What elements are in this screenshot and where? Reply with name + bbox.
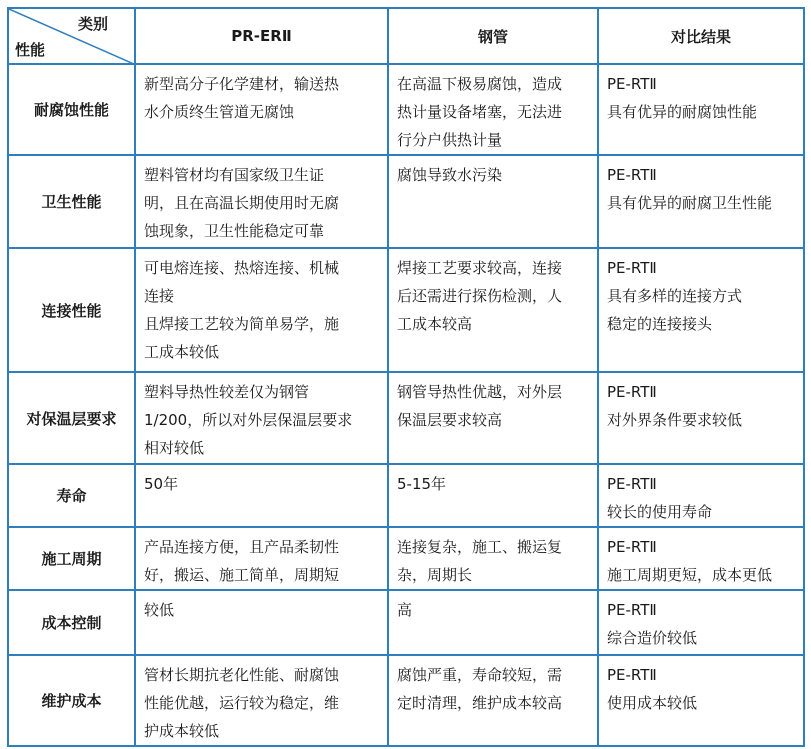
cell-line: 相对较低	[144, 439, 205, 457]
cell-line: 工成本较高	[397, 315, 473, 333]
cell-col1	[135, 655, 388, 746]
table-row	[8, 464, 804, 527]
row-label: 成本控制	[8, 590, 135, 655]
row-label: 寿命	[8, 464, 135, 527]
cell-line: 杂，周期长	[397, 566, 473, 584]
cell-col3	[598, 527, 804, 590]
cell-col1	[135, 464, 388, 527]
cell-col3	[598, 464, 804, 527]
cell-line: 在高温下极易腐蚀，造成	[397, 75, 563, 93]
cell-line: 连接复杂，施工、搬运复	[397, 538, 563, 556]
cell-col3	[598, 248, 804, 372]
cell-line: 腐蚀导致水污染	[397, 166, 503, 184]
cell-line: 行分户供热计量	[397, 131, 503, 149]
cell-line: 较低	[144, 601, 175, 619]
table-row	[8, 64, 804, 155]
cell-line: 具有优异的耐腐卫生性能	[607, 194, 773, 212]
cell-line: 保温层要求较高	[397, 411, 503, 429]
cell-col1	[135, 64, 388, 155]
cell-line: 具有优异的耐腐蚀性能	[607, 103, 758, 121]
cell-line: 后还需进行探伤检测，人	[397, 287, 563, 305]
cell-line: 钢管导热性优越，对外层	[397, 383, 563, 401]
cell-col2	[388, 64, 598, 155]
cell-line: PE-RTⅡ	[607, 538, 657, 556]
header-col-result: 对比结果	[598, 8, 804, 64]
cell-line: PE-RTⅡ	[607, 75, 657, 93]
cell-col2	[388, 655, 598, 746]
cell-line: 塑料管材均有国家级卫生证	[144, 166, 325, 184]
cell-line: PE-RTⅡ	[607, 383, 657, 401]
cell-line: 施工周期更短，成本更低	[607, 566, 773, 584]
cell-line: 可电熔连接、热熔连接、机械	[144, 259, 340, 277]
cell-line: 热计量设备堵塞，无法进	[397, 103, 563, 121]
cell-col3	[598, 64, 804, 155]
cell-col1	[135, 248, 388, 372]
table-row	[8, 248, 804, 372]
corner-label-performance: 性能	[15, 41, 46, 59]
cell-line: PE-RTⅡ	[607, 166, 657, 184]
cell-line: 好，搬运、施工简单，周期短	[144, 566, 340, 584]
table-row	[8, 655, 804, 746]
cell-line: 综合造价较低	[607, 629, 698, 647]
row-label: 对保温层要求	[8, 372, 135, 464]
cell-line: 具有多样的连接方式	[607, 287, 743, 305]
table-row	[8, 590, 804, 655]
header-col-steel: 钢管	[388, 8, 598, 64]
corner-cell	[8, 8, 135, 64]
cell-line: 产品连接方便，且产品柔韧性	[144, 538, 340, 556]
cell-line: 蚀现象，卫生性能稳定可靠	[144, 222, 325, 240]
cell-line: PE-RTⅡ	[607, 666, 657, 684]
cell-col3	[598, 372, 804, 464]
cell-line: 对外界条件要求较低	[607, 411, 743, 429]
cell-line: 性能优越，运行较为稳定，维	[144, 694, 340, 712]
corner-label-category: 类别	[77, 15, 108, 33]
cell-col2	[388, 464, 598, 527]
cell-line: 且焊接工艺较为简单易学，施	[144, 315, 340, 333]
cell-line: 水介质终生管道无腐蚀	[144, 103, 295, 121]
cell-col3	[598, 655, 804, 746]
cell-line: 稳定的连接接头	[607, 315, 713, 333]
row-label: 施工周期	[8, 527, 135, 590]
cell-line: 50年	[144, 475, 179, 493]
cell-line: 塑料导热性较差仅为钢管	[144, 383, 310, 401]
row-label: 耐腐蚀性能	[8, 64, 135, 155]
cell-line: 腐蚀严重，寿命较短，需	[397, 666, 563, 684]
cell-line: PE-RTⅡ	[607, 475, 657, 493]
cell-line: 焊接工艺要求较高，连接	[397, 259, 563, 277]
cell-col2	[388, 590, 598, 655]
cell-col1	[135, 590, 388, 655]
comparison-table	[7, 7, 805, 747]
cell-line: 连接	[144, 287, 175, 305]
cell-col2	[388, 248, 598, 372]
cell-line: 5-15年	[397, 475, 447, 493]
cell-line: 高	[397, 601, 413, 619]
table-row	[8, 527, 804, 590]
cell-line: 使用成本较低	[607, 694, 698, 712]
cell-col2	[388, 372, 598, 464]
row-label: 卫生性能	[8, 155, 135, 248]
cell-line: 较长的使用寿命	[607, 503, 713, 521]
cell-col2	[388, 155, 598, 248]
cell-line: 护成本较低	[144, 722, 220, 740]
cell-line: 管材长期抗老化性能、耐腐蚀	[144, 666, 340, 684]
header-col-pert: PR-ERⅡ	[135, 8, 388, 64]
cell-col3	[598, 155, 804, 248]
cell-col3	[598, 590, 804, 655]
cell-col1	[135, 155, 388, 248]
cell-line: 定时清理，维护成本较高	[397, 694, 563, 712]
cell-line: 新型高分子化学建材，输送热	[144, 75, 340, 93]
cell-line: 明，且在高温长期使用时无腐	[144, 194, 340, 212]
cell-col2	[388, 527, 598, 590]
table-row	[8, 155, 804, 248]
cell-line: PE-RTⅡ	[607, 601, 657, 619]
table-row	[8, 372, 804, 464]
cell-col1	[135, 372, 388, 464]
row-label: 维护成本	[8, 655, 135, 746]
cell-col1	[135, 527, 388, 590]
cell-line: 1/200，所以对外层保温层要求	[144, 411, 353, 429]
row-label: 连接性能	[8, 248, 135, 372]
cell-line: PE-RTⅡ	[607, 259, 657, 277]
header-row	[8, 8, 804, 64]
cell-line: 工成本较低	[144, 343, 220, 361]
